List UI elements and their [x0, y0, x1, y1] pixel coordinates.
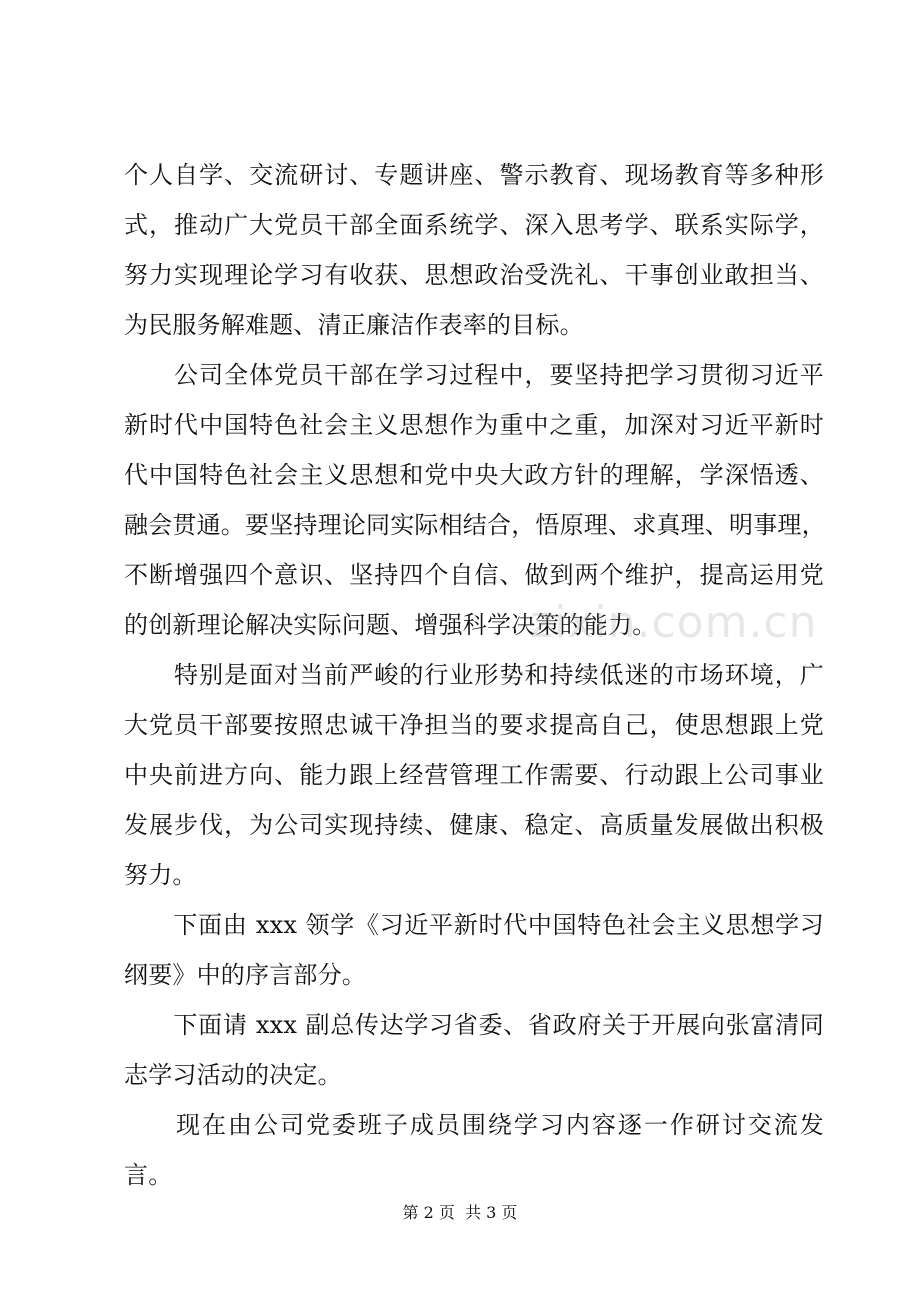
- text-line: 努力实现理论学习有收获、思想政治受洗礼、干事创业敢担当、: [124, 261, 824, 289]
- text-line: 言。: [124, 1161, 173, 1189]
- text-line: 志学习活动的决定。: [124, 1061, 342, 1089]
- text-line: 公司全体党员干部在学习过程中，要坚持把学习贯彻习近平: [124, 361, 824, 389]
- text-line: 现在由公司党委班子成员围绕学习内容逐一作研讨交流发: [124, 1111, 824, 1139]
- text-line: 个人自学、交流研讨、专题讲座、警示教育、现场教育等多种形: [124, 161, 824, 189]
- page-footer: 第 2 页 共 3 页: [402, 1203, 518, 1222]
- text-line: 发展步伐，为公司实现持续、健康、稳定、高质量发展做出积极: [124, 811, 824, 839]
- text-line: 努力。: [124, 861, 197, 889]
- watermark: zixin.com.cn: [530, 597, 818, 648]
- text-line: 不断增强四个意识、坚持四个自信、做到两个维护，提高运用党: [124, 561, 824, 589]
- text-line: 特别是面对当前严峻的行业形势和持续低迷的市场环境，广: [124, 661, 824, 689]
- text-line: 式，推动广大党员干部全面系统学、深入思考学、联系实际学，: [124, 211, 824, 239]
- document-body: [124, 150, 824, 1200]
- text-line: 融会贯通。要坚持理论同实际相结合，悟原理、求真理、明事理，: [124, 511, 826, 539]
- text-line: 下面请 xxx 副总传达学习省委、省政府关于开展向张富清同: [124, 1011, 824, 1039]
- text-line: 为民服务解难题、清正廉洁作表率的目标。: [124, 311, 584, 339]
- text-line: 大党员干部要按照忠诚干净担当的要求提高自己，使思想跟上党: [124, 711, 824, 739]
- text-line: 代中国特色社会主义思想和党中央大政方针的理解，学深悟透、: [124, 461, 824, 489]
- text-line: 下面由 xxx 领学《习近平新时代中国特色社会主义思想学习: [124, 911, 824, 939]
- text-line: 新时代中国特色社会主义思想作为重中之重，加深对习近平新时: [124, 411, 824, 439]
- text-line: 纲要》中的序言部分。: [124, 961, 366, 989]
- text-line: 中央前进方向、能力跟上经营管理工作需要、行动跟上公司事业: [124, 761, 824, 789]
- text-line: 的创新理论解决实际问题、增强科学决策的能力。: [124, 611, 657, 639]
